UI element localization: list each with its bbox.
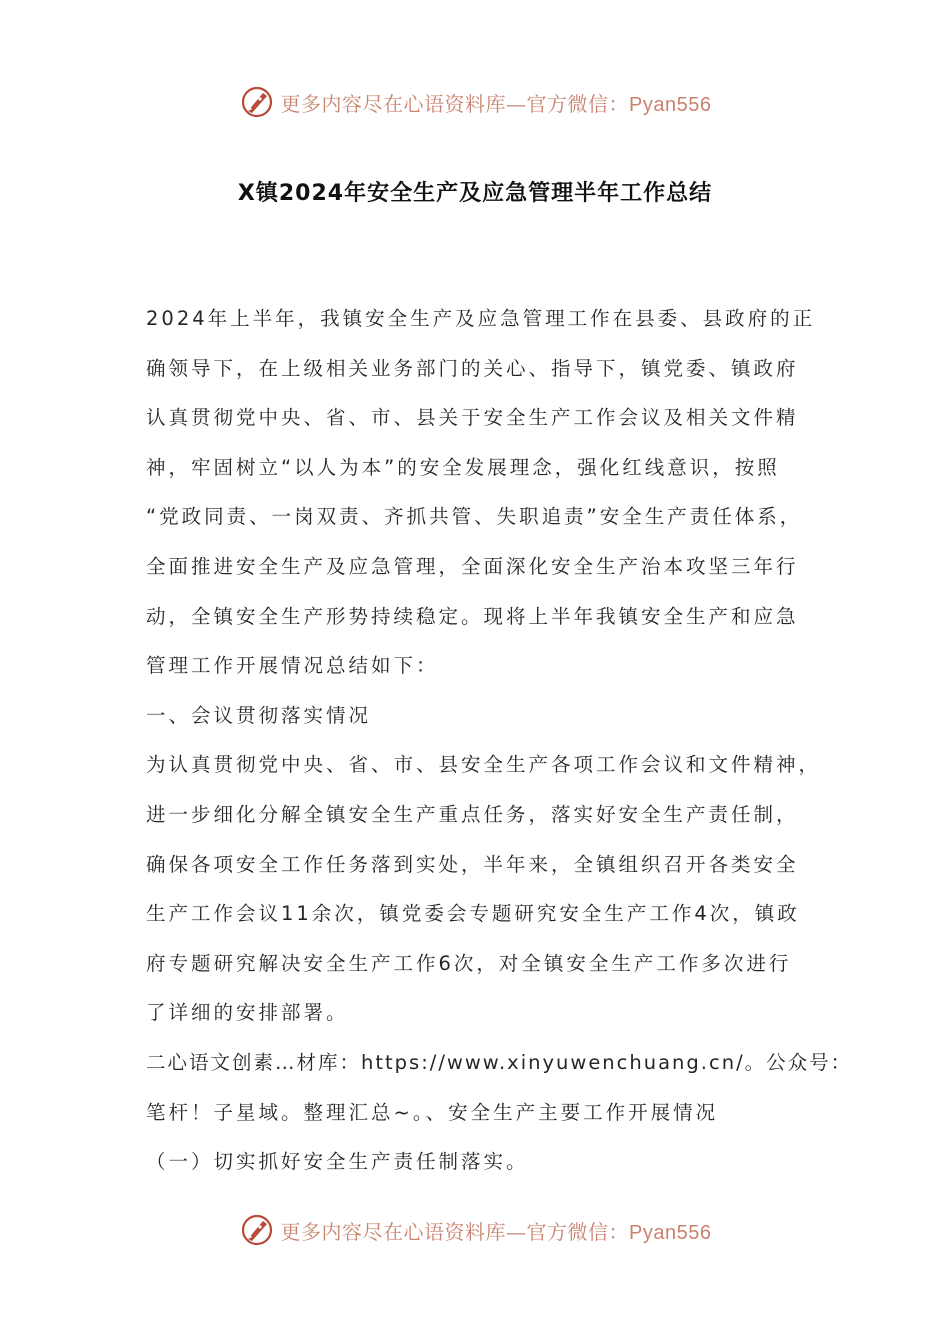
body-line: “党政同责、一岗双责、齐抓共管、失职追责”安全生产责任体系， [146, 505, 803, 529]
document-title: X镇2024年安全生产及应急管理半年工作总结 [237, 181, 713, 206]
body-line: 进一步细化分解全镇安全生产重点任务，落实好安全生产责任制， [146, 802, 799, 826]
watermark-wechat-id: Pyan556 [629, 93, 712, 116]
body-line: 管理工作开展情况总结如下： [146, 654, 439, 678]
pen-nib-logo-icon [239, 1212, 275, 1248]
body-line: 确保各项安全工作任务落到实处，半年来，全镇组织召开各类安全 [146, 852, 799, 876]
watermark-text [281, 1216, 712, 1245]
body-line: 了详细的安排部署。 [146, 1001, 349, 1025]
document-body [146, 294, 853, 1187]
watermark-cn-text: 更多内容尽在心语资料库—官方微信： [280, 1219, 630, 1244]
body-line: 确领导下，在上级相关业务部门的关心、指导下，镇党委、镇政府 [146, 356, 799, 380]
body-line: 2024年上半年，我镇安全生产及应急管理工作在县委、县政府的正 [146, 307, 816, 330]
body-line: 动，全镇安全生产形势持续稳定。现将上半年我镇安全生产和应急 [146, 604, 799, 628]
header-watermark-banner [0, 80, 950, 124]
section-heading-1: 一、会议贯彻落实情况 [146, 703, 372, 727]
watermark-wechat-id: Pyan556 [629, 1221, 712, 1244]
body-line: 全面推进安全生产及应急管理，全面深化安全生产治本攻坚三年行 [146, 554, 799, 578]
body-line: 为认真贯彻党中央、省、市、县安全生产各项工作会议和文件精神， [146, 753, 822, 777]
body-line: 府专题研究解决安全生产工作6次，对全镇安全生产工作多次进行 [146, 951, 792, 975]
section-heading-2: 笔杆！子星域。整理汇总~。、安全生产主要工作开展情况 [146, 1100, 719, 1124]
body-line-with-url: 二心语文创素…材库：https://www.xinyuwenchuang.cn/。公众号： [146, 1050, 853, 1074]
footer-watermark-banner [0, 1208, 950, 1252]
body-line: 生产工作会议11余次，镇党委会专题研究安全生产工作4次，镇政 [146, 902, 800, 926]
body-line: 神，牢固树立“以人为本”的安全发展理念，强化红线意识，按照 [146, 455, 780, 479]
subsection-heading: （一）切实抓好安全生产责任制落实。 [146, 1150, 529, 1174]
watermark-cn-text: 更多内容尽在心语资料库—官方微信： [280, 91, 630, 116]
body-line: 认真贯彻党中央、省、市、县关于安全生产工作会议及相关文件精 [146, 406, 799, 430]
watermark-text [281, 88, 712, 117]
pen-nib-logo-icon [239, 84, 275, 120]
